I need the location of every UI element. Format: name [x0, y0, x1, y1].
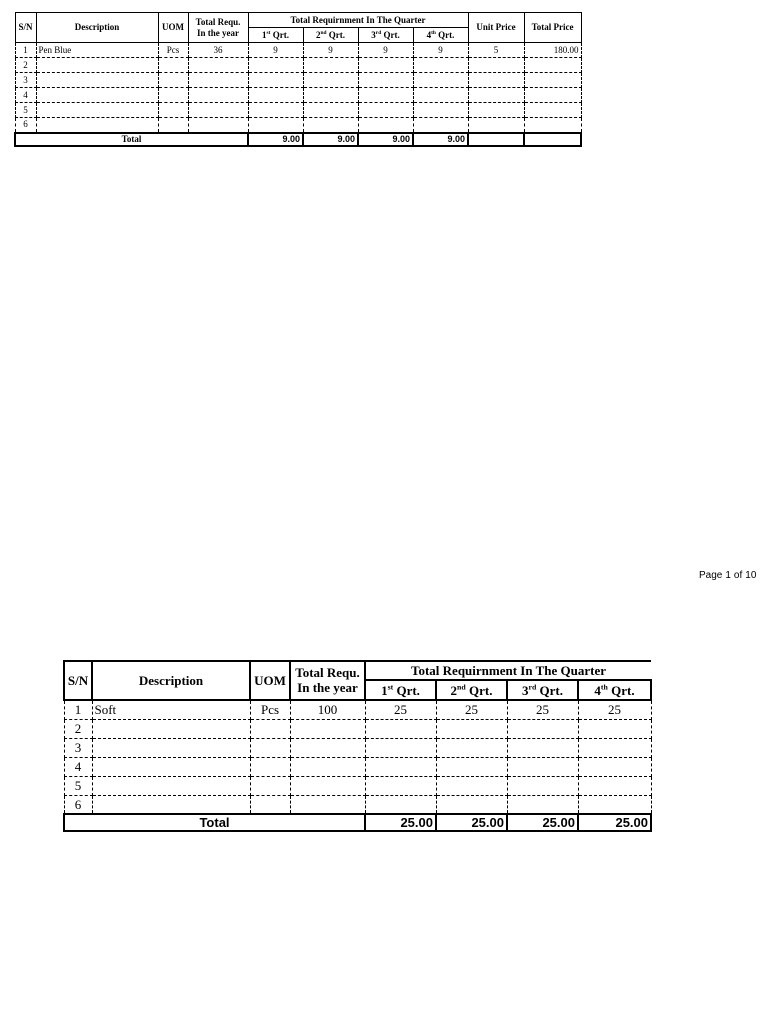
table-row: [15, 43, 581, 58]
cell-total-req: [188, 88, 248, 103]
cell-total-req: [188, 58, 248, 73]
header-description: Description: [36, 13, 158, 43]
header-quarter-group: Total Requirnment In The Quarter: [365, 661, 651, 680]
q1-num: 1: [262, 29, 267, 40]
cell-total-req: [188, 73, 248, 88]
total-total-price: [524, 133, 581, 146]
q2-suffix: Qrt.: [465, 682, 493, 698]
cell-sn: 6: [64, 795, 92, 814]
q4-sup: th: [431, 29, 436, 36]
header-total-req-line1: Total Requ.: [295, 664, 360, 680]
cell-sn: 2: [64, 719, 92, 738]
q3-suffix: Qrt.: [536, 682, 564, 698]
cell-q4: 25: [578, 700, 651, 719]
total-row: [64, 814, 651, 831]
cell-description: [36, 58, 158, 73]
q4-num: 4: [594, 682, 601, 698]
cell-total-req: 100: [290, 700, 365, 719]
cell-uom: [158, 88, 188, 103]
cell-total-req: 36: [188, 43, 248, 58]
table-row: [64, 700, 651, 719]
cell-q1: [365, 757, 436, 776]
q3-num: 3: [371, 29, 376, 40]
q2-sup: nd: [457, 682, 466, 692]
q2-sup: nd: [320, 29, 327, 36]
cell-q4: [578, 719, 651, 738]
total-unit-price: [468, 133, 524, 146]
cell-description: [92, 738, 250, 757]
table-row: [15, 58, 581, 73]
cell-sn: 3: [15, 73, 36, 88]
cell-q2: [303, 73, 358, 88]
header-unit-price: Unit Price: [468, 13, 524, 43]
cell-description: Pen Blue: [36, 43, 158, 58]
header-sn: S/N: [64, 661, 92, 700]
cell-q2: [436, 719, 507, 738]
table-row: [64, 776, 651, 795]
header-q1: [365, 680, 436, 700]
cell-q3: [507, 738, 578, 757]
q1-sup: st: [266, 29, 271, 36]
cell-unit-price: [468, 118, 524, 133]
cell-q4: [413, 103, 468, 118]
cell-total-req: [290, 738, 365, 757]
cell-q3: 9: [358, 43, 413, 58]
table-row: [15, 73, 581, 88]
cell-q2: 9: [303, 43, 358, 58]
cell-total-price: [524, 58, 581, 73]
cell-description: [92, 719, 250, 738]
total-q3: 25.00: [507, 814, 578, 831]
q4-num: 4: [426, 29, 432, 40]
cell-q3: [358, 118, 413, 133]
cell-q1: 9: [248, 43, 303, 58]
header-q2: [303, 28, 358, 43]
cell-q4: [413, 73, 468, 88]
cell-sn: 3: [64, 738, 92, 757]
cell-q1: [248, 103, 303, 118]
cell-uom: [158, 73, 188, 88]
cell-total-req: [188, 118, 248, 133]
cell-uom: [250, 795, 290, 814]
cell-q2: [436, 795, 507, 814]
total-q2: 9.00: [303, 133, 358, 146]
cell-q1: [365, 738, 436, 757]
total-label: Total: [15, 133, 248, 146]
cell-description: [36, 118, 158, 133]
cell-description: [36, 88, 158, 103]
cell-q1: [365, 776, 436, 795]
cell-q1: [365, 719, 436, 738]
cell-sn: 1: [15, 43, 36, 58]
header-total-req-line2: In the year: [297, 679, 358, 695]
cell-sn: 4: [15, 88, 36, 103]
cell-total-req: [290, 795, 365, 814]
q3-suffix: Qrt.: [381, 29, 400, 40]
table-row: [64, 719, 651, 738]
cell-total-price: 180.00: [524, 43, 581, 58]
cell-total-req: [188, 103, 248, 118]
cell-q3: [507, 795, 578, 814]
table-row: [64, 795, 651, 814]
cell-uom: [250, 719, 290, 738]
q2-num: 2: [316, 29, 321, 40]
cell-q4: [413, 58, 468, 73]
page-num: 1: [725, 570, 731, 581]
cell-q1: [248, 73, 303, 88]
cell-q3: [358, 73, 413, 88]
cell-q1: [365, 795, 436, 814]
cell-q2: [303, 58, 358, 73]
cell-description: Soft: [92, 700, 250, 719]
cell-q1: 25: [365, 700, 436, 719]
cell-sn: 6: [15, 118, 36, 133]
cell-unit-price: [468, 73, 524, 88]
q3-sup: rd: [375, 29, 382, 36]
cell-total-req: [290, 757, 365, 776]
table-row: [15, 118, 581, 133]
header-description: Description: [92, 661, 250, 700]
total-q4: 9.00: [413, 133, 468, 146]
table-row: [64, 738, 651, 757]
cell-uom: [250, 738, 290, 757]
cell-q4: 9: [413, 43, 468, 58]
cell-q4: [413, 118, 468, 133]
cell-q3: [507, 776, 578, 795]
q3-num: 3: [521, 682, 529, 698]
page-label: Page: [699, 570, 723, 581]
q4-sup: th: [600, 682, 608, 692]
header-q2: [436, 680, 507, 700]
cell-total-price: [524, 73, 581, 88]
cell-q3: [358, 58, 413, 73]
header-q4: [413, 28, 468, 43]
cell-total-price: [524, 118, 581, 133]
cell-q3: [507, 757, 578, 776]
cell-sn: 5: [15, 103, 36, 118]
cell-q1: [248, 118, 303, 133]
cell-uom: [158, 58, 188, 73]
requirement-table-1: [14, 12, 582, 147]
cell-q2: [436, 738, 507, 757]
cell-q1: [248, 88, 303, 103]
cell-unit-price: 5: [468, 43, 524, 58]
cell-uom: [158, 103, 188, 118]
cell-description: [92, 795, 250, 814]
cell-description: [36, 103, 158, 118]
cell-uom: [250, 757, 290, 776]
cell-description: [36, 73, 158, 88]
total-q3: 9.00: [358, 133, 413, 146]
cell-q2: [303, 103, 358, 118]
table-row: [15, 88, 581, 103]
header-q3: [507, 680, 578, 700]
q4-suffix: Qrt.: [607, 682, 635, 698]
q2-suffix: Qrt.: [326, 29, 345, 40]
cell-q3: [507, 719, 578, 738]
total-row: [15, 133, 581, 146]
header-sn: S/N: [15, 13, 36, 43]
table-row: [15, 103, 581, 118]
header-total-req: [188, 13, 248, 43]
cell-q2: [436, 776, 507, 795]
cell-q1: [248, 58, 303, 73]
q4-suffix: Qrt.: [435, 29, 455, 40]
cell-q2: [303, 88, 358, 103]
q1-suffix: Qrt.: [393, 682, 420, 698]
cell-uom: [158, 118, 188, 133]
cell-sn: 5: [64, 776, 92, 795]
cell-unit-price: [468, 58, 524, 73]
page-total: 10: [745, 570, 757, 581]
total-q2: 25.00: [436, 814, 507, 831]
total-q1: 25.00: [365, 814, 436, 831]
q1-num: 1: [381, 682, 388, 698]
cell-sn: 1: [64, 700, 92, 719]
cell-uom: [250, 776, 290, 795]
cell-description: [92, 757, 250, 776]
header-q1: [248, 28, 303, 43]
header-total-req-line2: In the year: [197, 27, 239, 38]
q1-suffix: Qrt.: [270, 29, 289, 40]
page-of-label: of: [733, 570, 743, 581]
cell-q2: [303, 118, 358, 133]
q3-sup: rd: [528, 682, 537, 692]
cell-sn: 2: [15, 58, 36, 73]
header-total-req: [290, 661, 365, 700]
header-uom: UOM: [158, 13, 188, 43]
total-q4: 25.00: [578, 814, 651, 831]
header-q4: [578, 680, 651, 700]
cell-unit-price: [468, 103, 524, 118]
cell-uom: Pcs: [250, 700, 290, 719]
q1-sup: st: [387, 682, 394, 692]
cell-sn: 4: [64, 757, 92, 776]
cell-q4: [413, 88, 468, 103]
cell-q2: 25: [436, 700, 507, 719]
total-label: Total: [64, 814, 365, 831]
cell-unit-price: [468, 88, 524, 103]
cell-uom: Pcs: [158, 43, 188, 58]
header-q3: [358, 28, 413, 43]
total-q1: 9.00: [248, 133, 303, 146]
cell-q2: [436, 757, 507, 776]
table-row: [64, 757, 651, 776]
header-total-price: Total Price: [524, 13, 581, 43]
header-total-req-line1: Total Requ.: [195, 17, 241, 28]
cell-q4: [578, 776, 651, 795]
header-quarter-group: Total Requirnment In The Quarter: [248, 13, 468, 28]
page-number: [699, 570, 759, 581]
requirement-table-2: [63, 660, 652, 832]
cell-q3: [358, 103, 413, 118]
cell-q4: [578, 757, 651, 776]
cell-q3: [358, 88, 413, 103]
cell-total-price: [524, 103, 581, 118]
cell-total-req: [290, 776, 365, 795]
q2-num: 2: [450, 682, 458, 698]
cell-total-price: [524, 88, 581, 103]
cell-q4: [578, 795, 651, 814]
cell-total-req: [290, 719, 365, 738]
cell-q4: [578, 738, 651, 757]
cell-q3: 25: [507, 700, 578, 719]
cell-description: [92, 776, 250, 795]
header-uom: UOM: [250, 661, 290, 700]
